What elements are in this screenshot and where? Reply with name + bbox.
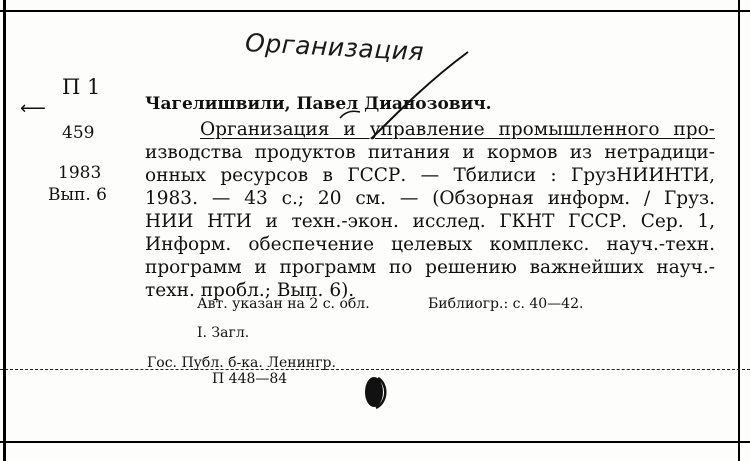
author-heading: Чагелишвили, Павел Дианозович. [145,94,492,114]
description-line: Информ. обеспечение целевых комплекс. науч.-техн. [145,234,715,255]
description-line: онных ресурсов в ГССР. — Тбилиси : ГрузНИИНТИ, [145,165,715,186]
ink-blot-icon [360,372,390,412]
description-line: 1983. — 43 с.; 20 см. — (Обзорная информ. / Груз. [145,188,715,209]
handwritten-heading: Организация [244,28,425,67]
catalog-number: 459 [62,123,95,143]
shelf-mark: П 1 [62,75,101,99]
issue-number: Вып. 6 [48,185,107,205]
library-name: Гос. Публ. б-ка. Ленингр. [147,355,336,371]
description-line: НИИ НТИ и техн.-экон. исслед. ГКНТ ГССР. Сер. 1, [145,211,715,232]
description-line: изводства продуктов питания и кормов из нетрадици- [145,142,715,163]
note-bibliography: Библиогр.: с. 40—42. [428,296,584,312]
description-line: программ и программ по решению важнейших науч.- [145,257,715,278]
note-title-entry: I. Загл. [197,325,250,341]
publication-year: 1983 [58,163,102,183]
arrow-mark-icon: ⟵ [20,98,46,119]
description-line: Организация и управление промышленного про- [200,119,715,140]
print-code: П 448—84 [212,371,288,387]
description-line: техн. пробл.; Вып. 6). [145,280,355,301]
description-block [145,118,715,302]
note-author: Авт. указан на 2 с. обл. [197,296,370,312]
